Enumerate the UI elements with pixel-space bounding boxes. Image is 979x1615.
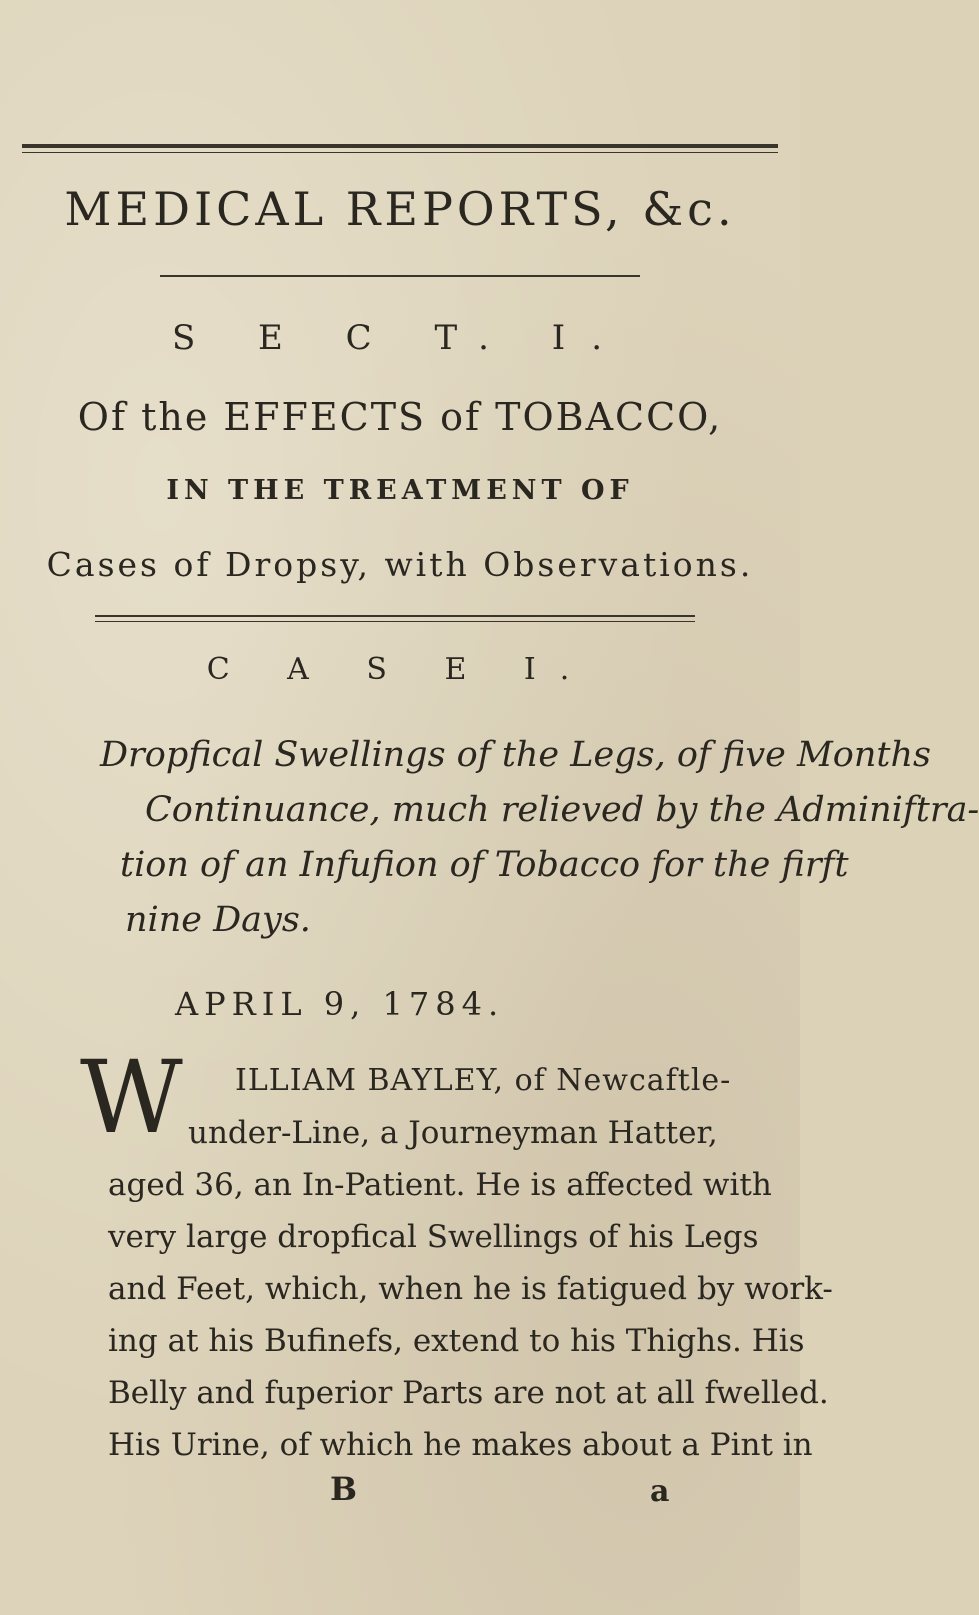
drop-cap: W <box>80 1039 183 1156</box>
signature-mark: B <box>330 1470 358 1508</box>
case-summary-line: nine Days. <box>125 900 311 940</box>
section-title-line-2: IN THE TREATMENT OF <box>166 475 634 506</box>
section-title-line-1: Of the EFFECTS of TOBACCO, <box>77 395 723 439</box>
head-rule <box>160 275 640 277</box>
body-line: aged 36, an In-Patient. He is affected with <box>108 1167 772 1203</box>
section-rule <box>95 615 695 617</box>
top-rule-thin <box>22 152 778 153</box>
case-summary-line: Continuance, much relieved by the Adminiftra- <box>145 790 979 830</box>
body-line: ing at his Bufinefs, extend to his Thighs. His <box>108 1323 805 1359</box>
case-date: APRIL 9, 1784. <box>175 985 505 1023</box>
section-title-line-3: Cases of Dropsy, with Observations. <box>46 545 754 584</box>
body-line: Belly and fuperior Parts are not at all fwelled. <box>108 1375 829 1411</box>
body-line: very large dropfical Swellings of his Legs <box>108 1219 759 1255</box>
case-label: C A S E I. <box>206 652 594 687</box>
body-line: and Feet, which, when he is fatigued by work- <box>108 1271 833 1307</box>
running-head: MEDICAL REPORTS, &c. <box>64 182 736 236</box>
top-rule <box>22 144 778 148</box>
case-summary-line: tion of an Infufion of Tobacco for the firft <box>120 845 849 885</box>
body-line: under-Line, a Journeyman Hatter, <box>188 1115 718 1151</box>
section-rule-thin <box>95 621 695 622</box>
section-label: S E C T. I. <box>171 318 629 358</box>
catchword: a <box>650 1474 670 1509</box>
body-line: His Urine, of which he makes about a Pint in <box>108 1427 813 1463</box>
body-line: ILLIAM BAYLEY, of Newcaftle- <box>235 1063 732 1098</box>
case-summary-line: Dropfical Swellings of the Legs, of five Months <box>100 735 931 775</box>
